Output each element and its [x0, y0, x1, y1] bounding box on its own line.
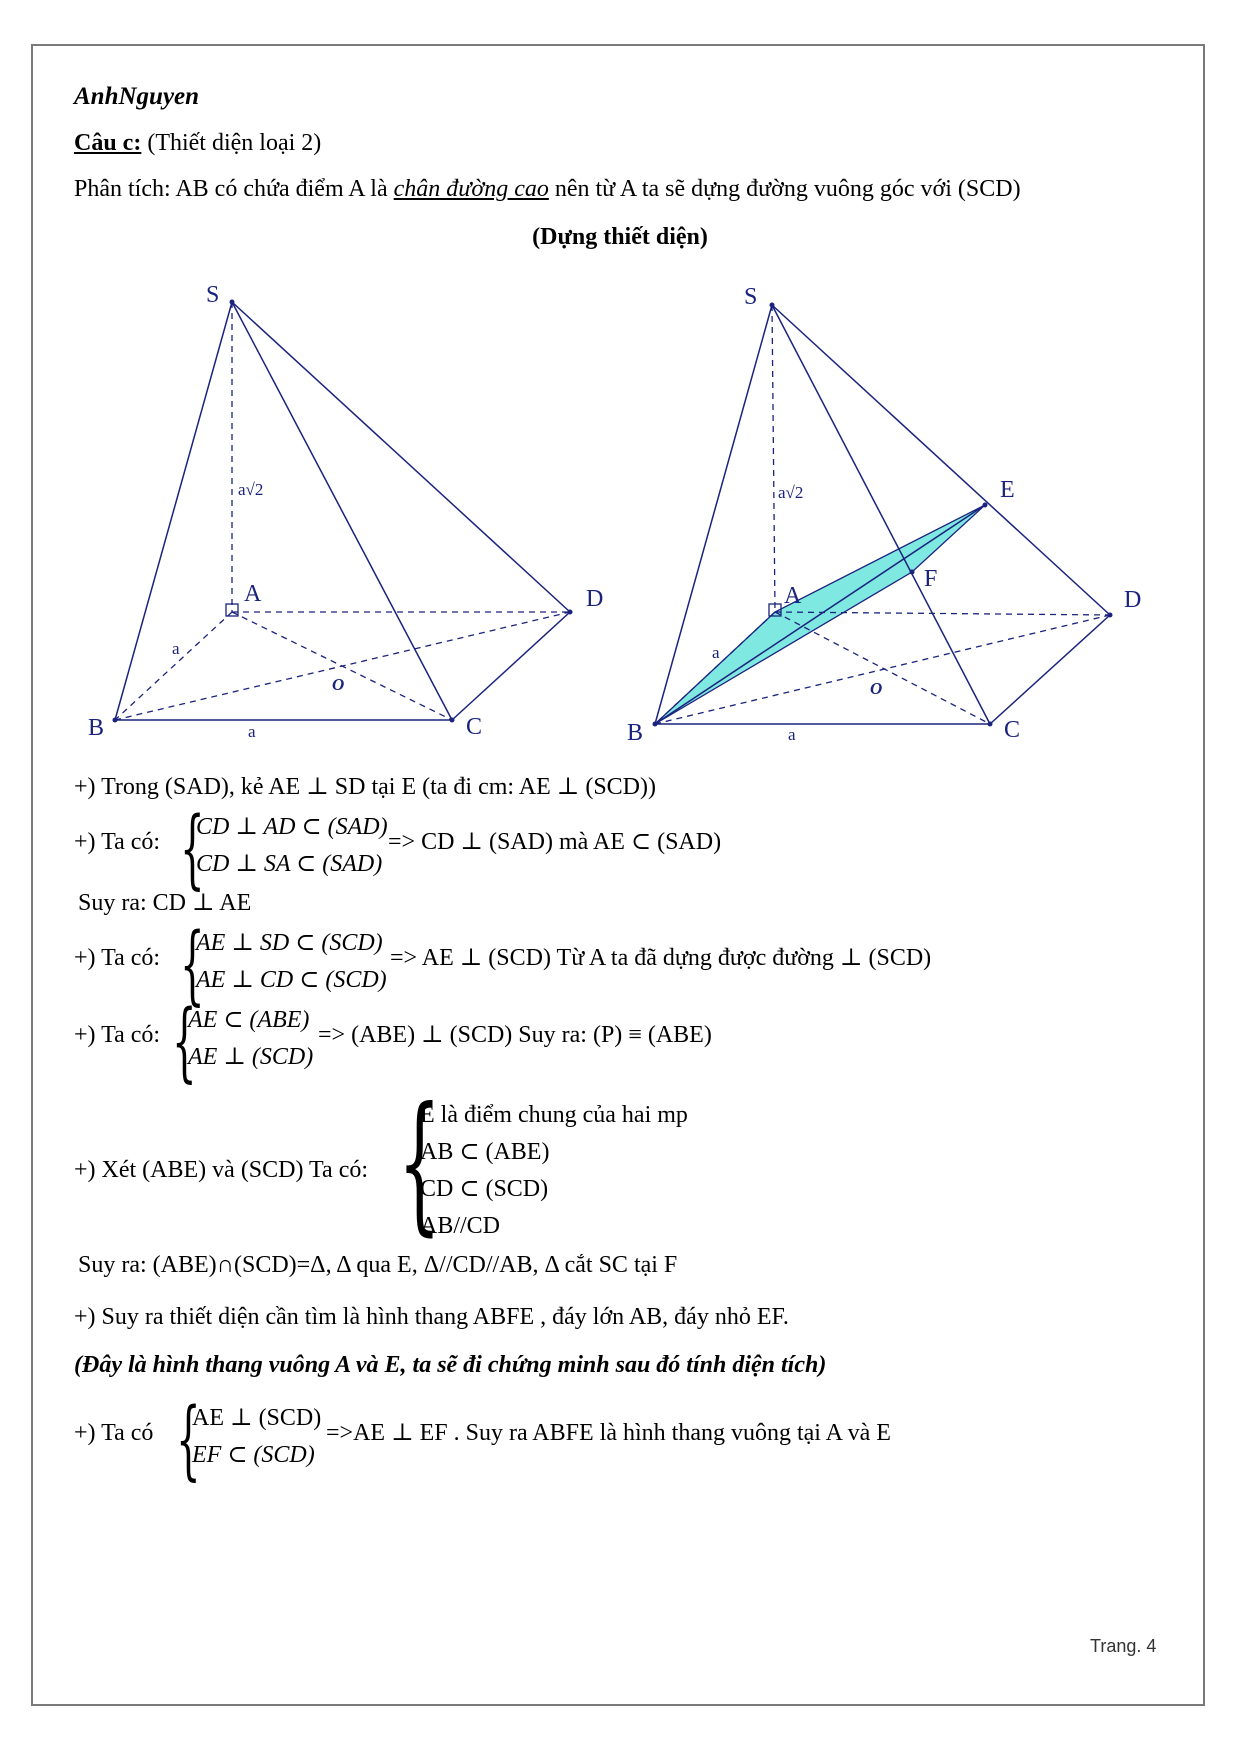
step-4-line2: AE ⊥ (SCD)	[188, 1044, 314, 1070]
step-8-result: =>AE ⊥ EF . Suy ra ABFE là hình thang vuông tại A và E	[326, 1420, 891, 1446]
label-a: A	[244, 581, 262, 607]
edge-be	[655, 505, 985, 724]
edge-sc-r	[772, 305, 990, 724]
step-8-line1: AE ⊥ (SCD)	[192, 1405, 322, 1431]
brace-5: {	[398, 1076, 441, 1250]
edge-cd-r	[990, 615, 1110, 724]
label-o: O	[332, 675, 345, 694]
label-o-r: O	[870, 679, 883, 698]
label-d: D	[586, 586, 604, 612]
brace-2: {	[180, 799, 205, 899]
label-b: B	[88, 715, 105, 741]
step-3-line2: AE ⊥ CD ⊂ (SCD)	[196, 967, 387, 993]
diag-ac-r	[775, 612, 990, 724]
step-6: +) Suy ra thiết diện cần tìm là hình thang ABFE , đáy lớn AB, đáy nhỏ EF.	[74, 1304, 789, 1330]
step-5-line1: E là điểm chung của hai mp	[420, 1102, 688, 1128]
label-b-r: B	[627, 720, 644, 746]
step-2-line1: CD ⊥ AD ⊂ (SAD)	[196, 814, 388, 840]
step-2-result: => CD ⊥ (SAD) mà AE ⊂ (SAD)	[388, 829, 722, 855]
step-8-line2: EF ⊂ (SCD)	[192, 1442, 315, 1468]
brace-8: {	[176, 1390, 201, 1490]
analysis-suffix: nên từ A ta sẽ dựng đường vuông góc với (SCD)	[548, 176, 1021, 202]
author-name: AnhNguyen	[74, 83, 200, 110]
label-a-r: A	[784, 583, 802, 609]
step-3-prefix: +) Ta có:	[74, 945, 161, 971]
step-2-prefix: +) Ta có:	[74, 829, 161, 855]
question-subtitle: (Thiết diện loại 2)	[147, 130, 322, 156]
label-d-r: D	[1124, 587, 1142, 613]
label-c: C	[466, 714, 483, 740]
section-title: (Dựng thiết diện)	[532, 224, 708, 250]
analysis-emphasis: chân đường cao	[393, 176, 549, 202]
analysis-prefix: Phân tích: AB có chứa điểm A là	[74, 176, 394, 202]
label-side-ab-r: a	[712, 643, 720, 662]
step-5-line3: CD ⊂ (SCD)	[420, 1176, 549, 1202]
brace-3: {	[180, 915, 205, 1015]
step-3-line1: AE ⊥ SD ⊂ (SCD)	[196, 930, 383, 956]
label-side-bc: a	[248, 722, 256, 741]
step-8-prefix: +) Ta có	[74, 1420, 154, 1446]
edge-sa-r	[772, 305, 775, 612]
step-5-line4: AB//CD	[420, 1213, 501, 1239]
step-5-line2: AB ⊂ (ABE)	[420, 1139, 550, 1165]
label-c-r: C	[1004, 717, 1021, 743]
edge-sd-r	[772, 305, 1110, 615]
label-f: F	[924, 566, 938, 592]
step-1: +) Trong (SAD), kẻ AE ⊥ SD tại E (ta đi cm: AE ⊥ (SCD))	[74, 774, 656, 800]
step-7-note: (Đây là hình thang vuông A và E, ta sẽ đi chứng minh sau đó tính diện tích)	[74, 1352, 827, 1378]
step-4-prefix: +) Ta có:	[74, 1022, 161, 1048]
step-4-result: => (ABE) ⊥ (SCD) Suy ra: (P) ≡ (ABE)	[318, 1022, 712, 1048]
label-side-bc-r: a	[788, 725, 796, 744]
step-2-line2: CD ⊥ SA ⊂ (SAD)	[196, 851, 383, 877]
label-side-ab: a	[172, 639, 180, 658]
label-s-r: S	[744, 284, 758, 310]
page-number: Trang. 4	[1090, 1636, 1157, 1656]
step-5b: Suy ra: (ABE)∩(SCD)=Δ, Δ qua E, Δ//CD//AB, Δ cắt SC tại F	[78, 1252, 678, 1278]
step-2b: Suy ra: CD ⊥ AE	[78, 890, 252, 916]
label-height: a√2	[238, 480, 264, 499]
label-height-r: a√2	[778, 483, 804, 502]
step-4-line1: AE ⊂ (ABE)	[188, 1007, 310, 1033]
brace-4: {	[172, 992, 197, 1092]
label-e: E	[1000, 477, 1015, 503]
step-3-result: => AE ⊥ (SCD) Từ A ta đã dựng được đường ⊥ (SCD)	[390, 945, 932, 971]
label-s: S	[206, 282, 220, 308]
step-5-prefix: +) Xét (ABE) và (SCD) Ta có:	[74, 1157, 369, 1183]
question-label: Câu c:	[74, 130, 142, 156]
